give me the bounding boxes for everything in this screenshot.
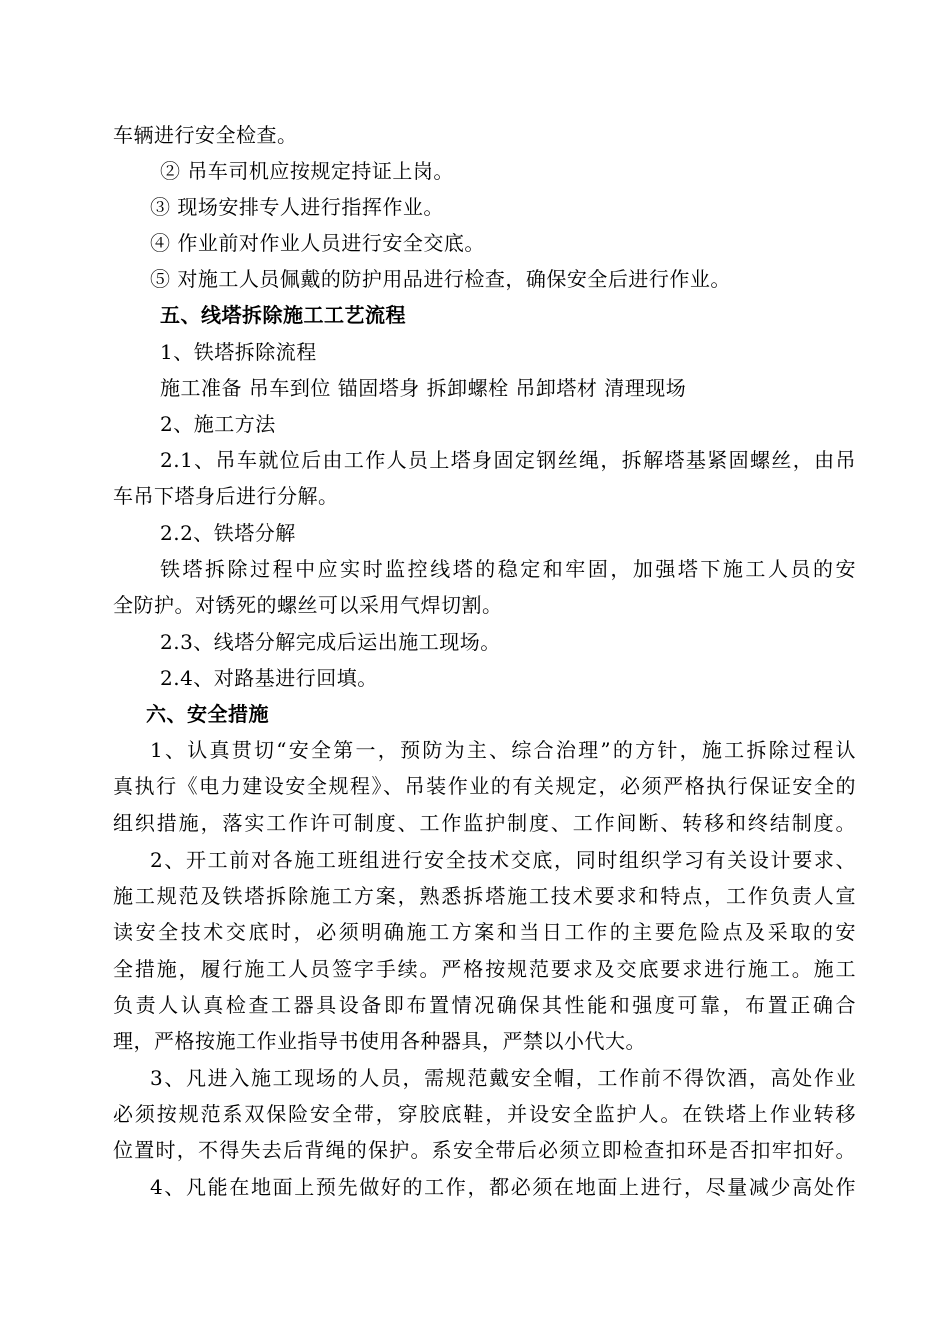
list-item: ② 吊车司机应按规定持证上岗。 — [160, 159, 454, 183]
text-line: 2.1、吊车就位后由工作人员上塔身固定钢丝绳，拆解塔基紧固螺丝，由吊 — [160, 448, 856, 472]
text-line: 4、凡能在地面上预先做好的工作，都必须在地面上进行，尽量减少高处作 — [150, 1175, 856, 1199]
text-line: 1、认真贯切“安全第一，预防为主、综合治理”的方针，施工拆除过程认 — [150, 738, 856, 762]
process-flow: 施工准备 吊车到位 锚固塔身 拆卸螺栓 吊卸塔材 清理现场 — [160, 376, 687, 400]
subsection-heading: 2、施工方法 — [160, 412, 276, 436]
text-line: 理，严格按施工作业指导书使用各种器具，严禁以小代大。 — [113, 1029, 646, 1053]
text-line: 铁塔拆除过程中应实时监控线塔的稳定和牢固，加强塔下施工人员的安 — [160, 557, 856, 581]
text-line: 必须按规范系双保险安全带，穿胶底鞋，并设安全监护人。在铁塔上作业转移 — [113, 1102, 856, 1126]
text-line: 位置时，不得失去后背绳的保护。系安全带后必须立即检查扣环是否扣牢扣好。 — [113, 1138, 856, 1162]
section-heading: 六、安全措施 — [146, 702, 269, 726]
list-item: ③ 现场安排专人进行指挥作业。 — [150, 195, 444, 219]
text-line: 车辆进行安全检查。 — [113, 123, 298, 147]
text-line: 2.4、对路基进行回填。 — [160, 666, 378, 690]
subsection-heading: 2.2、铁塔分解 — [160, 521, 296, 545]
text-line: 全措施，履行施工人员签字手续。严格按规范要求及交底要求进行施工。施工 — [113, 957, 856, 981]
text-line: 真执行《电力建设安全规程》、吊装作业的有关规定，必须严格执行保证安全的 — [113, 774, 856, 798]
text-line: 3、凡进入施工现场的人员，需规范戴安全帽，工作前不得饮酒，高处作业 — [150, 1066, 856, 1090]
text-line: 读安全技术交底时，必须明确施工方案和当日工作的主要危险点及采取的安 — [113, 920, 856, 944]
section-heading: 五、线塔拆除施工工艺流程 — [160, 303, 406, 327]
text-line: 施工规范及铁塔拆除施工方案，熟悉拆塔施工技术要求和特点，工作负责人宣 — [113, 884, 856, 908]
list-item: ⑤ 对施工人员佩戴的防护用品进行检查，确保安全后进行作业。 — [150, 267, 731, 291]
list-item: ④ 作业前对作业人员进行安全交底。 — [150, 231, 485, 255]
text-line: 2.3、线塔分解完成后运出施工现场。 — [160, 630, 501, 654]
text-line: 全防护。对锈死的螺丝可以采用气焊切割。 — [113, 593, 503, 617]
subsection-heading: 1、铁塔拆除流程 — [160, 340, 317, 364]
text-line: 负责人认真检查工器具设备即布置情况确保其性能和强度可靠，布置正确合 — [113, 993, 856, 1017]
text-line: 车吊下塔身后进行分解。 — [113, 484, 339, 508]
text-line: 2、开工前对各施工班组进行安全技术交底，同时组织学习有关设计要求、 — [150, 848, 856, 872]
text-line: 组织措施，落实工作许可制度、工作监护制度、工作间断、转移和终结制度。 — [113, 811, 856, 835]
